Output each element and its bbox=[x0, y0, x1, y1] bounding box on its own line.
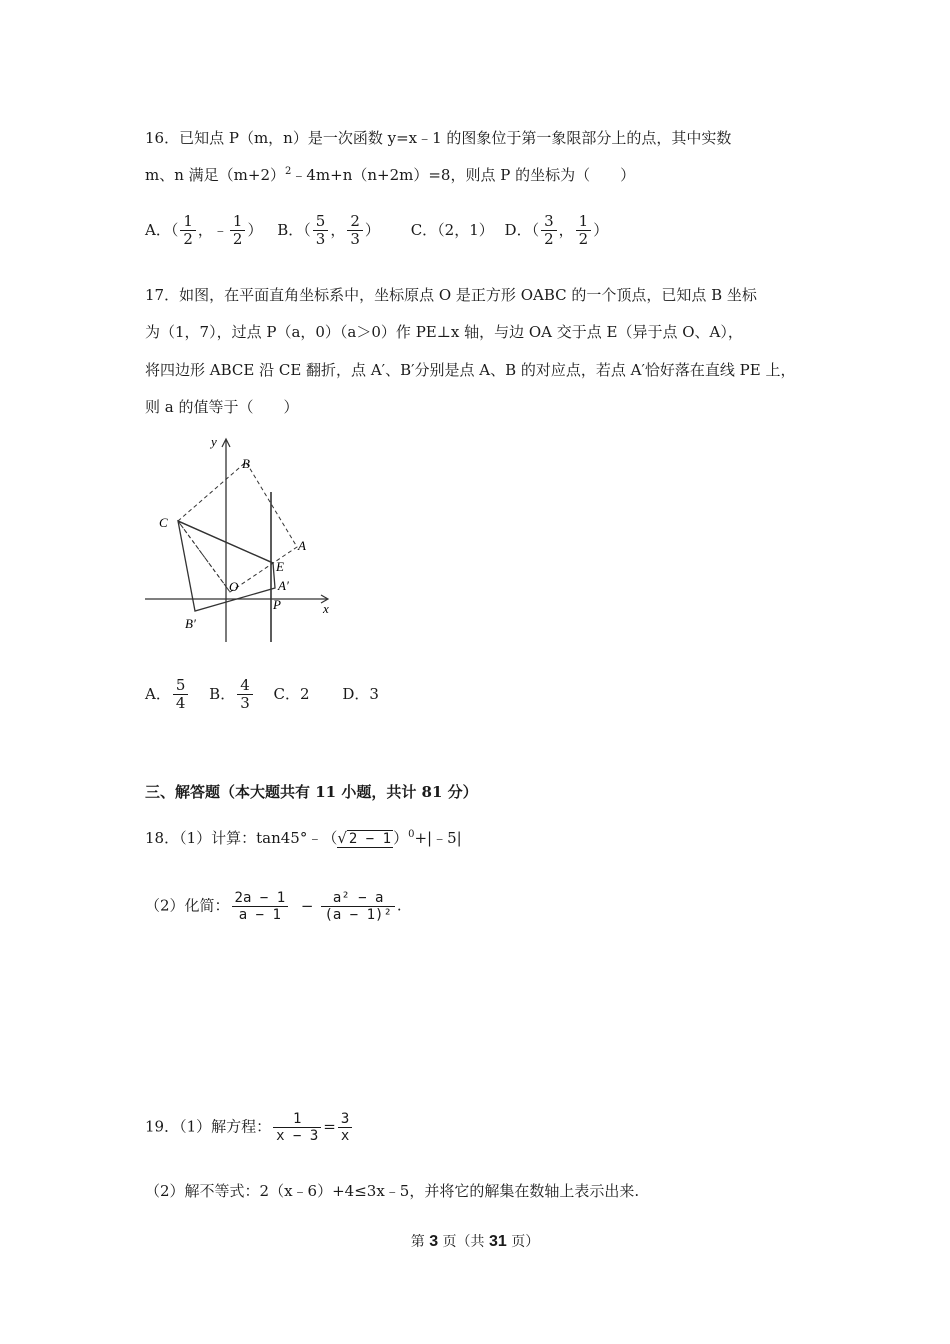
q16-option-b bbox=[277, 212, 384, 249]
numerator: 1 bbox=[232, 212, 243, 230]
numerator: 1 bbox=[293, 1111, 302, 1127]
period: . bbox=[396, 896, 402, 915]
q19-part1-label: 19．（1）解方程： bbox=[145, 1117, 272, 1136]
separator: ， bbox=[558, 220, 574, 239]
q19-part2: （2）解不等式：2（x﹣6）+4≤3x﹣5，并将它的解集在数轴上表示出来. bbox=[145, 1182, 640, 1200]
denominator: 2 bbox=[541, 230, 557, 248]
close-paren: ） bbox=[593, 220, 609, 239]
equals-sign: = bbox=[323, 1117, 336, 1136]
denominator: x − 3 bbox=[273, 1127, 321, 1144]
close-paren: ） bbox=[364, 220, 380, 239]
label-y: y bbox=[211, 434, 217, 449]
q16-line2 bbox=[145, 164, 635, 185]
separator: ，﹣ bbox=[197, 220, 228, 239]
denominator: 3 bbox=[347, 230, 363, 248]
q18-part1 bbox=[145, 827, 462, 848]
q17-coordinate-figure bbox=[145, 432, 335, 644]
fraction bbox=[576, 213, 592, 249]
footer-suffix: 页） bbox=[511, 1234, 540, 1250]
q17-option-b bbox=[209, 676, 255, 713]
denominator: 2 bbox=[576, 230, 592, 248]
q17-line2: 为（1，7），过点 P（a，0）（a＞0）作 PE⊥x 轴，与边 OA 交于点 E（异于点 O、A）， bbox=[145, 323, 743, 341]
fraction bbox=[173, 677, 189, 713]
q16-exponent: 2 bbox=[285, 166, 292, 177]
q17-option-a bbox=[145, 676, 190, 713]
total-pages: 31 bbox=[489, 1233, 507, 1250]
numerator: a² − a bbox=[332, 890, 384, 906]
q16-option-a-label: A．（ bbox=[145, 220, 179, 239]
label-c: C bbox=[159, 515, 168, 530]
fraction bbox=[321, 890, 394, 923]
sqrt-icon: √ bbox=[337, 829, 347, 847]
fraction bbox=[541, 213, 557, 249]
q16-option-c: C．（2，1） bbox=[410, 220, 494, 239]
denominator: a − 1 bbox=[232, 906, 289, 923]
fraction bbox=[180, 213, 196, 249]
fraction bbox=[338, 1111, 352, 1144]
label-p: P bbox=[273, 597, 281, 612]
label-e: E bbox=[276, 559, 284, 574]
page-number: 3 bbox=[429, 1233, 439, 1250]
label-o: O bbox=[229, 579, 239, 594]
q16-line2-a: m、n 满足（m+2） bbox=[145, 166, 285, 184]
footer-middle: 页（共 bbox=[442, 1234, 485, 1250]
denominator: 4 bbox=[173, 694, 189, 712]
q16-option-b-label: B．（ bbox=[277, 220, 311, 239]
exponent: 0 bbox=[408, 829, 415, 840]
fraction bbox=[273, 1111, 321, 1144]
q16-option-a bbox=[145, 212, 267, 249]
q17-line3: 将四边形 ABCE 沿 CE 翻折，点 A′、B′分别是点 A、B 的对应点，若点 A′恰好落在直线 PE 上， bbox=[145, 361, 796, 379]
q16-line2-b: ﹣4m+n（n+2m）=8，则点 P 的坐标为（ ） bbox=[291, 166, 636, 184]
label-b: B bbox=[242, 456, 250, 471]
q17-option-d: D．3 bbox=[342, 684, 379, 703]
numerator: 5 bbox=[315, 212, 326, 230]
dashed-co bbox=[178, 521, 230, 592]
q16-line1: 16．已知点 P（m，n）是一次函数 y=x﹣1 的图象位于第一象限部分上的点，其中实数 bbox=[145, 129, 732, 147]
fraction bbox=[230, 213, 246, 249]
close-paren: ） bbox=[393, 829, 409, 847]
q18-part2-label: （2）化简： bbox=[145, 896, 230, 915]
numerator: 3 bbox=[544, 212, 554, 230]
q19-part1 bbox=[145, 1111, 354, 1144]
separator: ， bbox=[330, 220, 346, 239]
q17-option-c: C．2 bbox=[273, 684, 310, 703]
q16-options bbox=[145, 213, 608, 249]
denominator: 3 bbox=[237, 694, 253, 712]
label-a: A bbox=[298, 538, 306, 553]
q17-line1: 17．如图，在平面直角坐标系中，坐标原点 O 是正方形 OABC 的一个顶点，已知点 B 坐标 bbox=[145, 286, 757, 304]
label-a-prime: A′ bbox=[278, 578, 289, 593]
q17-options bbox=[145, 677, 379, 713]
sqrt-expression bbox=[337, 829, 393, 848]
q18-part1-text: 18．（1）计算：tan45°﹣（ bbox=[145, 829, 338, 847]
fraction bbox=[232, 890, 289, 923]
numerator: 1 bbox=[578, 212, 589, 230]
page-footer bbox=[0, 1231, 950, 1251]
fraction bbox=[237, 677, 253, 713]
numerator: 3 bbox=[340, 1111, 350, 1127]
fraction bbox=[313, 213, 329, 249]
denominator: 2 bbox=[180, 230, 196, 248]
footer-prefix: 第 bbox=[410, 1234, 425, 1250]
q17-line4: 则 a 的值等于（ ） bbox=[145, 398, 299, 416]
q17-option-a-label: A． bbox=[145, 684, 171, 703]
label-x: x bbox=[323, 601, 329, 616]
q16-option-d bbox=[504, 212, 609, 249]
denominator: (a − 1)² bbox=[321, 906, 394, 923]
section-heading: 三、解答题（本大题共有 11 小题，共计 81 分） bbox=[145, 783, 478, 801]
numerator: 2 bbox=[350, 212, 360, 230]
label-b-prime: B′ bbox=[185, 616, 196, 631]
numerator: 1 bbox=[183, 212, 193, 230]
denominator: x bbox=[338, 1127, 352, 1144]
minus-sign: − bbox=[300, 896, 314, 915]
denominator: 3 bbox=[313, 230, 329, 248]
q18-part2 bbox=[145, 890, 402, 923]
sqrt-radicand: 2 − 1 bbox=[348, 831, 392, 847]
q17-option-b-label: B． bbox=[209, 684, 236, 703]
numerator: 2a − 1 bbox=[234, 890, 286, 906]
close-paren: ） bbox=[247, 220, 263, 239]
q16-option-d-label: D．（ bbox=[504, 220, 540, 239]
denominator: 2 bbox=[230, 230, 246, 248]
abs-term: +|﹣5| bbox=[414, 829, 462, 847]
numerator: 4 bbox=[240, 676, 250, 694]
numerator: 5 bbox=[175, 676, 186, 694]
fraction bbox=[347, 213, 363, 249]
